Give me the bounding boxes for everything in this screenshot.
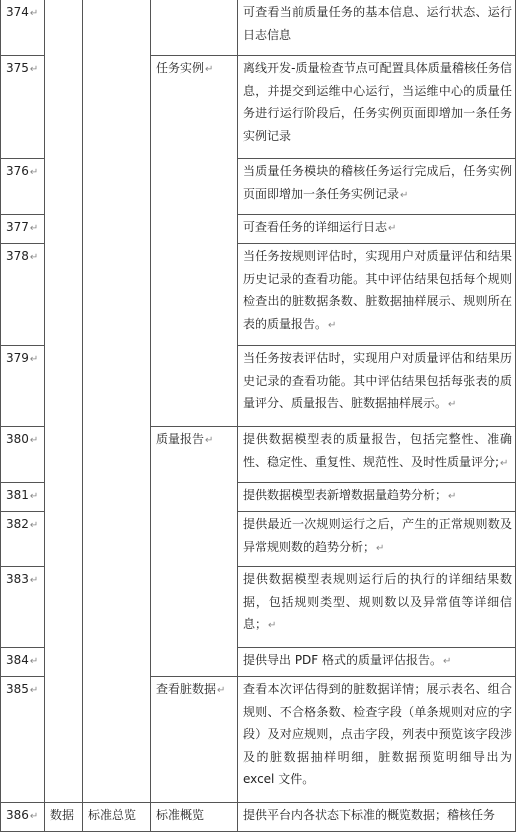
paragraph-mark-icon: ↵: [448, 491, 457, 502]
category-cell: [45, 0, 83, 803]
description-text: 当任务按表评估时，实现用户对质量评估和结果历史记录的查看功能。其中评估结果包括每张表的质量评分、质量报告、脏数据抽样展示。: [243, 351, 512, 410]
paragraph-mark-icon: ↵: [29, 64, 39, 75]
row-number: 386: [6, 808, 29, 822]
description-text: 提供最近一次规则运行之后，产生的正常规则数及异常规则数的趋势分析；: [243, 517, 512, 554]
paragraph-mark-icon: ↵: [443, 656, 452, 667]
paragraph-mark-icon: ↵: [29, 575, 39, 586]
paragraph-mark-icon: ↵: [268, 620, 277, 631]
description-text: 提供平台内各状态下标准的概览数据；稽核任务: [243, 808, 496, 822]
paragraph-mark-icon: ↵: [29, 520, 39, 531]
paragraph-mark-icon: ↵: [217, 685, 226, 696]
paragraph-mark-icon: ↵: [500, 457, 509, 469]
row-number: 374: [6, 5, 29, 19]
row-number: 385: [6, 682, 29, 696]
category-label: 数据: [50, 808, 75, 822]
description-text: 可查看当前质量任务的基本信息、运行状态、运行日志信息: [243, 5, 512, 42]
paragraph-mark-icon: ↵: [29, 435, 39, 446]
row-number: 380: [6, 432, 29, 446]
paragraph-mark-icon: ↵: [29, 252, 39, 263]
row-number: 384: [6, 653, 29, 667]
table-row: [1, 0, 516, 56]
paragraph-mark-icon: ↵: [205, 64, 214, 75]
description-text: 查看本次评估得到的脏数据详情；展示表名、组合规则、不合格条数、检查字段（单条规则对应的字段）及对应规则，点击字段，列表中预览该字段涉及的脏数据抽样明细，脏数据预览明细导出为 excel 文件。: [243, 682, 512, 786]
row-number: 376: [6, 164, 29, 178]
paragraph-mark-icon: ↵: [29, 491, 39, 502]
function-label: 质量报告: [156, 432, 205, 446]
description-text: 可查看任务的详细运行日志: [243, 220, 388, 234]
row-number: 379: [6, 351, 29, 365]
function-label: 标准概览: [156, 808, 205, 822]
row-number: 383: [6, 572, 29, 586]
paragraph-mark-icon: ↵: [29, 223, 39, 234]
paragraph-mark-icon: ↵: [400, 189, 409, 201]
function-label: 查看脏数据: [156, 682, 217, 696]
paragraph-mark-icon: ↵: [205, 435, 214, 446]
paragraph-mark-icon: ↵: [376, 542, 385, 554]
row-number: 381: [6, 488, 29, 502]
description-text: 提供导出 PDF 格式的质量评估报告。: [243, 653, 443, 667]
row-number: 382: [6, 517, 29, 531]
paragraph-mark-icon: ↵: [29, 811, 39, 822]
row-number: 378: [6, 249, 29, 263]
description-text: 提供数据模型表规则运行后的执行的详细结果数据，包括规则类型、规则数以及异常值等详细信息；: [243, 572, 512, 631]
paragraph-mark-icon: ↵: [388, 223, 397, 234]
paragraph-mark-icon: ↵: [29, 656, 39, 667]
subcategory-label: 标准总览: [88, 808, 137, 822]
paragraph-mark-icon: ↵: [29, 685, 39, 696]
description-text: 当质量任务模块的稽核任务运行完成后，任务实例页面即增加一条任务实例记录: [243, 164, 512, 201]
description-text: 当任务按规则评估时，实现用户对质量评估和结果历史记录的查看功能。其中评估结果包括每个规则检查出的脏数据条数、脏数据抽样展示、规则所在表的质量报告。: [243, 249, 512, 331]
paragraph-mark-icon: ↵: [29, 8, 39, 19]
paragraph-mark-icon: ↵: [29, 354, 39, 365]
description-text: 离线开发-质量检查节点可配置具体质量稽核任务信息，并提交到运维中心运行，当运维中心的质量任务进行运行阶段后，任务实例页面即增加一条任务实例记录: [243, 61, 512, 143]
paragraph-mark-icon: ↵: [328, 319, 337, 331]
description-text: 提供数据模型表的质量报告，包括完整性、准确性、稳定性、重复性、规范性、及时性质量评分;: [243, 432, 512, 469]
subcategory-cell: [83, 0, 151, 803]
paragraph-mark-icon: ↵: [448, 399, 457, 410]
function-cell: [151, 0, 238, 56]
function-label: 任务实例: [156, 61, 205, 75]
description-text: 提供数据模型表新增数据量趋势分析；: [243, 488, 448, 502]
paragraph-mark-icon: ↵: [29, 167, 39, 178]
table-row: [1, 803, 516, 832]
row-number: 375: [6, 61, 29, 75]
row-number: 377: [6, 220, 29, 234]
